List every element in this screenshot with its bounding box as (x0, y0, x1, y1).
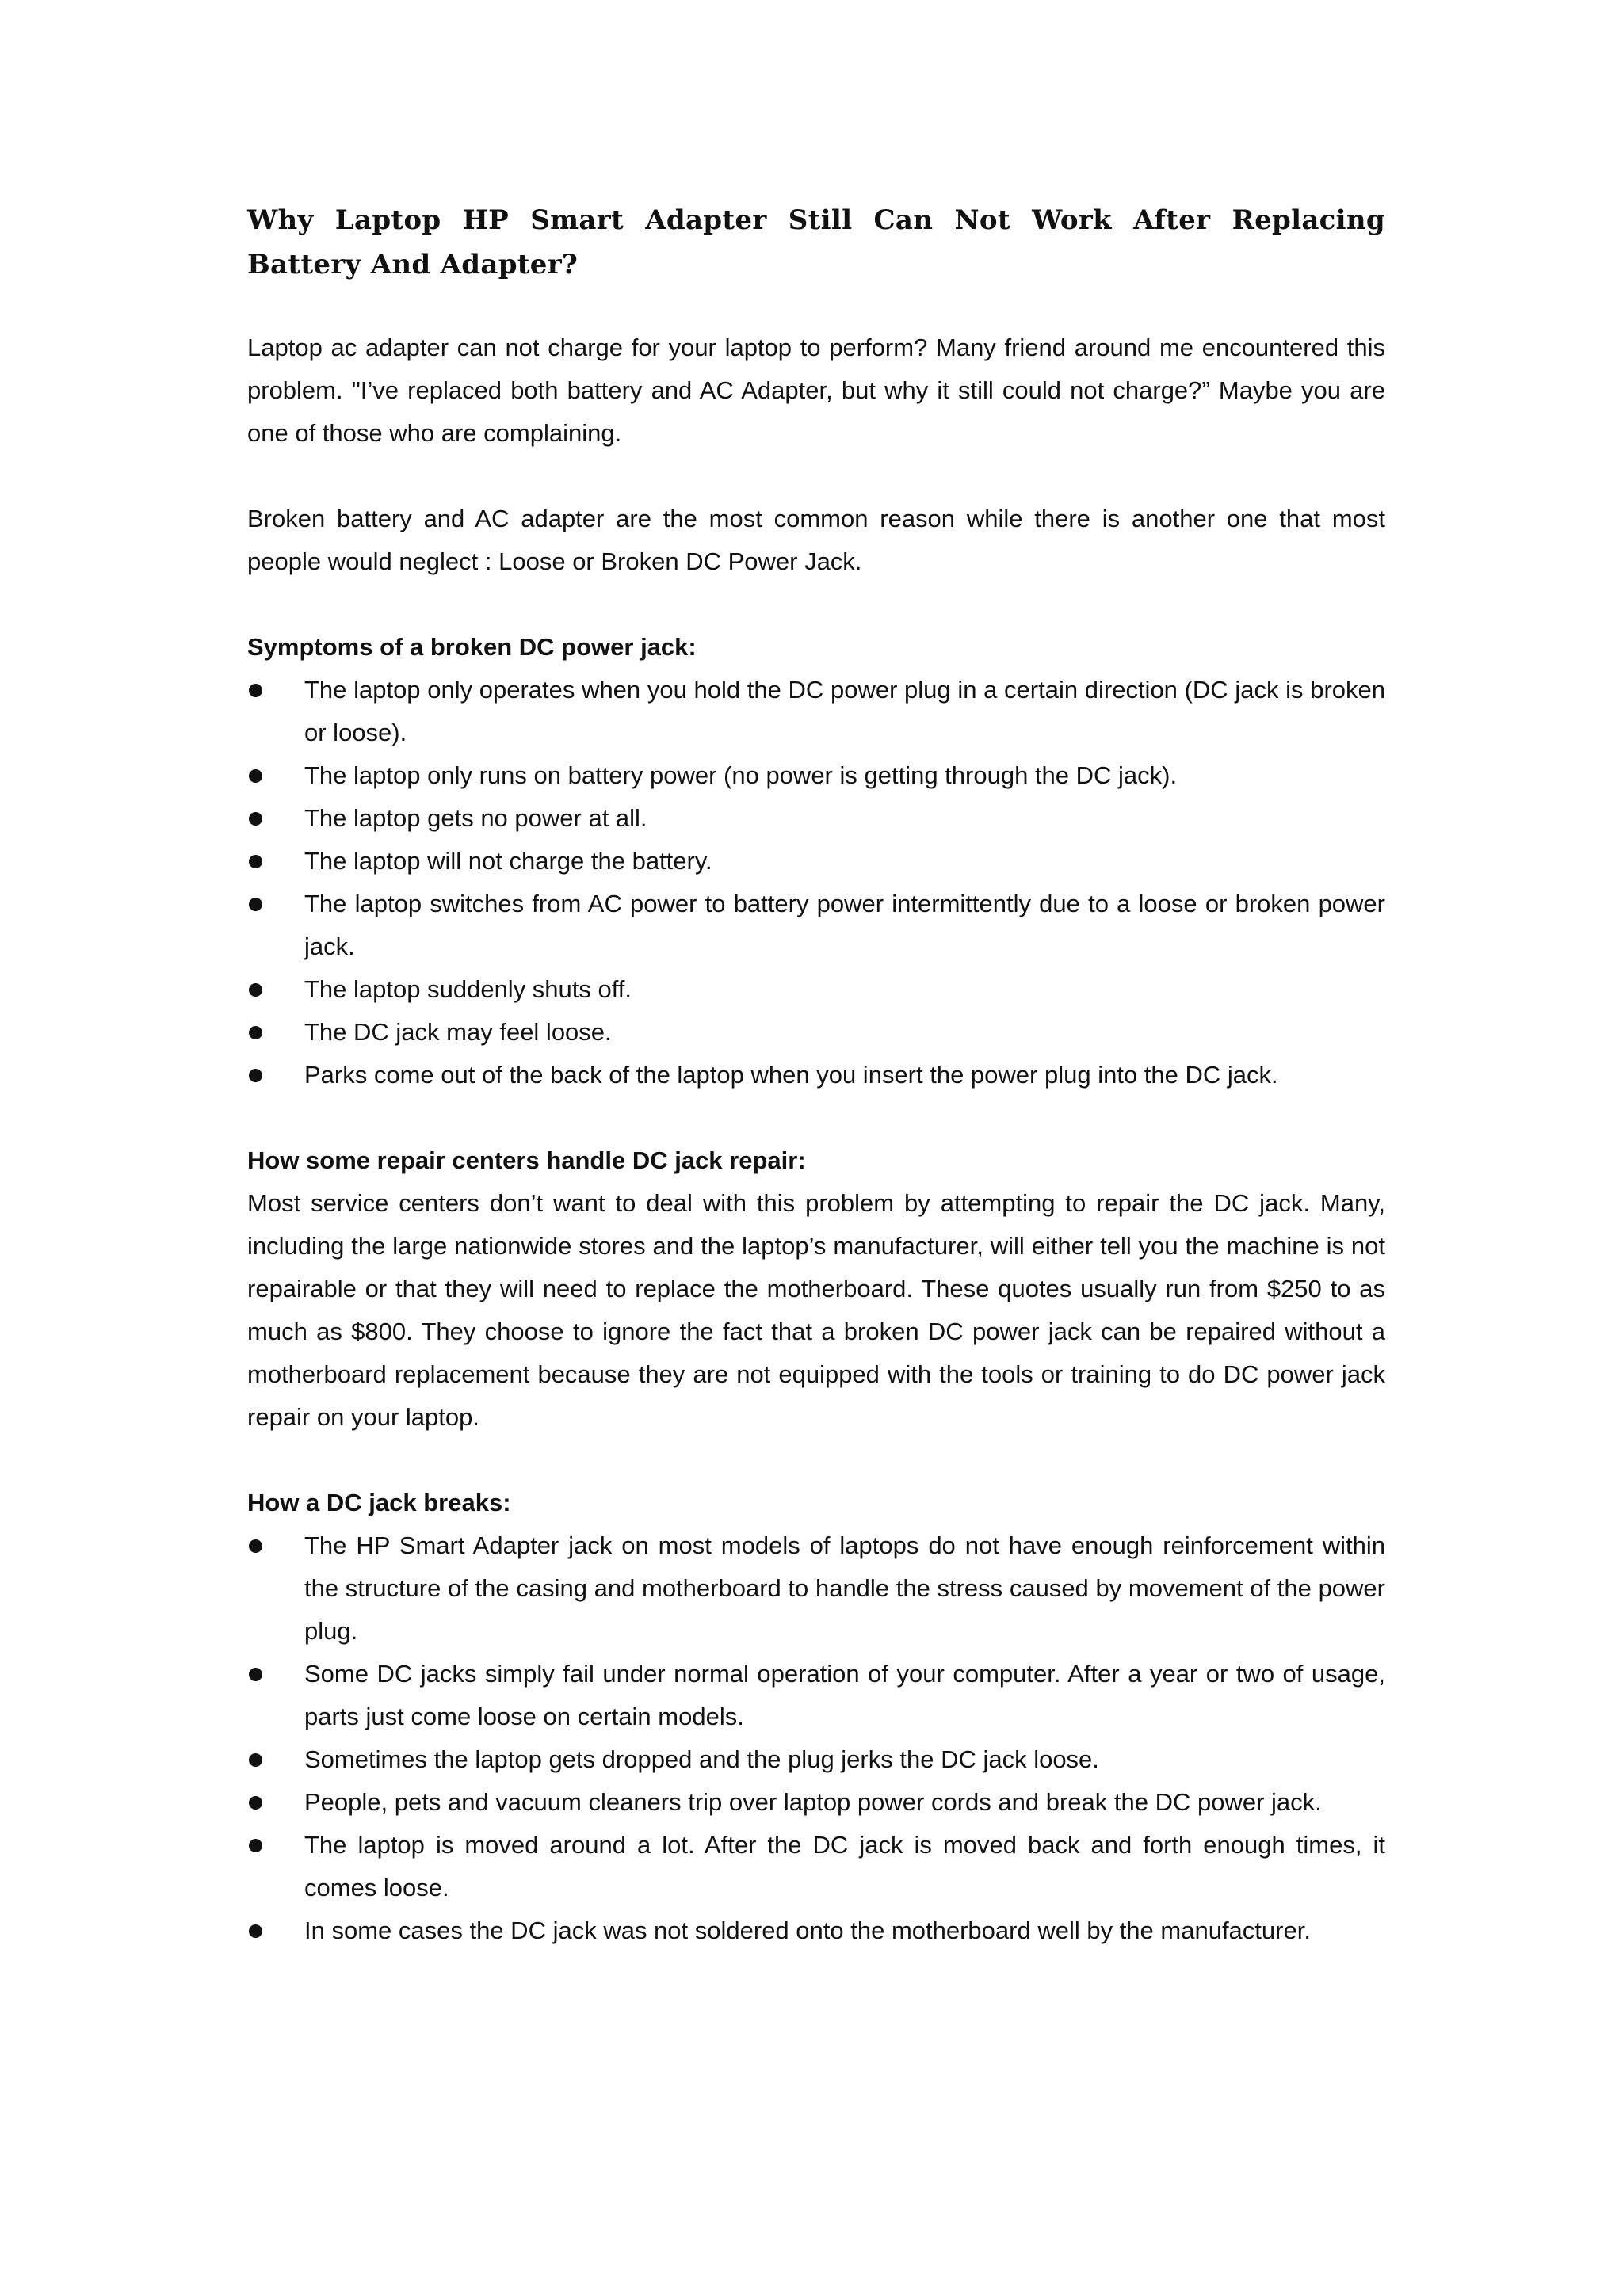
bullet-icon (249, 855, 262, 868)
list-item-text: The DC jack may feel loose. (304, 1018, 612, 1046)
list-item-text: The HP Smart Adapter jack on most models of laptops do not have enough reinforcement within the structure of the casing and motherboard to handle the stress caused by movement of the power plug. (304, 1531, 1385, 1645)
bullet-icon (249, 983, 262, 997)
list-item (247, 840, 1385, 883)
bullet-icon (249, 1026, 262, 1039)
list-item (247, 883, 1385, 968)
list-item-text: The laptop switches from AC power to battery power intermittently due to a loose or broken power jack. (304, 890, 1385, 960)
list-item (247, 669, 1385, 754)
bullet-icon (249, 684, 262, 697)
repair-centers-body: Most service centers don’t want to deal with this problem by attempting to repair the DC jack. Many, including the large nationwide stores and the laptop’s manufacturer, will either tell you the machine is not repairable or that they will need to replace the motherboard. These quotes usually run from $250 to as much as $800. They choose to ignore the fact that a broken DC power jack can be repaired without a motherboard replacement because they are not equipped with the tools or training to do DC power jack repair on your laptop. (247, 1189, 1385, 1431)
list-item (247, 754, 1385, 797)
bullet-icon (249, 1796, 262, 1810)
bullet-icon (249, 1539, 262, 1553)
intro-paragraph-1: Laptop ac adapter can not charge for your laptop to perform? Many friend around me encountered this problem. "I’ve replaced both battery and AC Adapter, but why it still could not charge?” Maybe you are one of those who are complaining. (247, 334, 1385, 447)
list-item-text: The laptop is moved around a lot. After the DC jack is moved back and forth enough times, it comes loose. (304, 1831, 1385, 1901)
list-item-text: People, pets and vacuum cleaners trip over laptop power cords and break the DC power jack. (304, 1788, 1322, 1816)
bullet-icon (249, 898, 262, 911)
list-item (247, 1054, 1385, 1097)
list-item-text: Some DC jacks simply fail under normal operation of your computer. After a year or two of usage, parts just come loose on certain models. (304, 1660, 1385, 1730)
bullet-icon (249, 1668, 262, 1681)
breaks-list (247, 1524, 1385, 1952)
document-title: Why Laptop HP Smart Adapter Still Can Not Work After Replacing Battery And Adapter? (247, 204, 1385, 280)
symptoms-list (247, 669, 1385, 1097)
list-item (247, 1524, 1385, 1653)
repair-centers-heading: How some repair centers handle DC jack repair: (247, 1146, 806, 1174)
list-item-text: Parks come out of the back of the laptop when you insert the power plug into the DC jack. (304, 1061, 1278, 1089)
list-item-text: Sometimes the laptop gets dropped and the plug jerks the DC jack loose. (304, 1745, 1099, 1773)
list-item (247, 1781, 1385, 1824)
bullet-icon (249, 1924, 262, 1938)
breaks-heading: How a DC jack breaks: (247, 1489, 511, 1516)
bullet-icon (249, 1839, 262, 1852)
list-item (247, 797, 1385, 840)
list-item-text: The laptop suddenly shuts off. (304, 975, 632, 1003)
list-item-text: The laptop only operates when you hold the DC power plug in a certain direction (DC jack is broken or loose). (304, 676, 1385, 746)
intro-paragraph-2: Broken battery and AC adapter are the most common reason while there is another one that most people would neglect : Loose or Broken DC Power Jack. (247, 505, 1385, 575)
list-item (247, 1824, 1385, 1909)
bullet-icon (249, 812, 262, 826)
list-item (247, 1011, 1385, 1054)
symptoms-heading: Symptoms of a broken DC power jack: (247, 633, 697, 661)
list-item (247, 1653, 1385, 1738)
list-item-text: The laptop will not charge the battery. (304, 847, 712, 875)
bullet-icon (249, 1753, 262, 1767)
list-item-text: In some cases the DC jack was not soldered onto the motherboard well by the manufacturer. (304, 1917, 1311, 1944)
list-item-text: The laptop gets no power at all. (304, 804, 647, 832)
list-item-text: The laptop only runs on battery power (no power is getting through the DC jack). (304, 761, 1178, 789)
list-item (247, 968, 1385, 1011)
document-page (247, 198, 1385, 1995)
list-item (247, 1909, 1385, 1952)
bullet-icon (249, 769, 262, 783)
bullet-icon (249, 1069, 262, 1082)
list-item (247, 1738, 1385, 1781)
